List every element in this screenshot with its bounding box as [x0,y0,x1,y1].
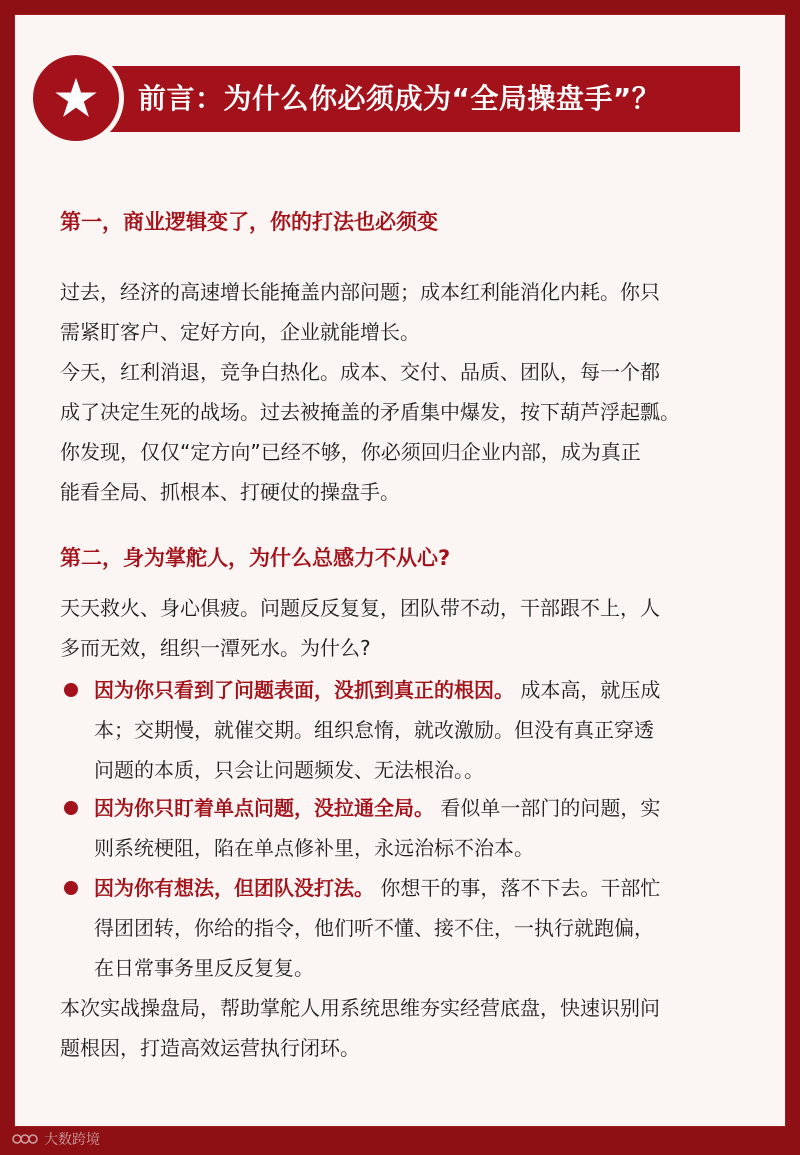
section-2-closing [60,988,750,1068]
body-line: 多而无效，组织一潭死水。为什么? [60,636,371,660]
bullet-line: 得团团转，你给的指令，他们听不懂、接不住，一执行就跑偏， [94,916,654,940]
bullet-emphasis: 因为你只看到了问题表面，没抓到真正的根因。 [94,678,514,702]
star-badge [28,50,124,146]
star-icon [53,75,99,121]
bullet-dot-icon [64,801,78,815]
logo-icon [12,1131,38,1147]
bullet-line: 本；交期慢，就催交期。组织怠惰，就改激励。但没有真正穿透 [94,718,654,742]
section-1-heading: 第一，商业逻辑变了，你的打法也必须变 [60,210,438,234]
watermark [12,1128,100,1150]
bullet-item [60,868,750,988]
bullet-dot-icon [64,683,78,697]
bullet-item [60,670,750,790]
bullet-line: 你想干的事，落不下去。干部忙 [380,876,661,900]
section-1-body [60,272,750,512]
body-line: 题根因，打造高效运营执行闭环。 [60,1036,360,1060]
body-line: 今天，红利消退，竞争白热化。成本、交付、品质、团队，每一个都 [60,360,660,384]
bullet-line: 则系统梗阻，陷在单点修补里，永远治标不治本。 [94,836,534,860]
bullet-item [60,788,750,868]
bullet-dot-icon [64,881,78,895]
bullet-line: 问题的本质，只会让问题频发、无法根治。。 [94,758,484,782]
bullet-line: 在日常事务里反反复复。 [94,956,314,980]
body-line: 能看全局、抓根本、打硬仗的操盘手。 [60,480,400,504]
body-line: 本次实战操盘局，帮助掌舵人用系统思维夯实经营底盘，快速识别问 [60,996,660,1020]
body-line: 天天救火、身心俱疲。问题反反复复，团队带不动，干部跟不上，人 [60,596,660,620]
bullet-line: 看似单一部门的问题，实 [440,796,661,820]
section-2-intro [60,588,750,668]
section-2-heading: 第二，身为掌舵人，为什么总感力不从心? [60,546,451,570]
body-line: 成了决定生死的战场。过去被掩盖的矛盾集中爆发，按下葫芦浮起瓢。 [60,400,680,424]
bullet-emphasis: 因为你有想法，但团队没打法。 [94,876,374,900]
watermark-text: 大数跨境 [44,1132,100,1148]
page-title: 前言：为什么你必须成为“全局操盘手”？ [138,82,661,115]
body-line: 过去，经济的高速增长能掩盖内部问题；成本红利能消化内耗。你只 [60,280,660,304]
bullet-line: 成本高，就压成 [520,678,661,702]
body-line: 你发现，仅仅“定方向”已经不够，你必须回归企业内部，成为真正 [60,440,641,464]
bullet-emphasis: 因为你只盯着单点问题，没拉通全局。 [94,796,434,820]
body-line: 需紧盯客户、定好方向，企业就能增长。 [60,320,420,344]
